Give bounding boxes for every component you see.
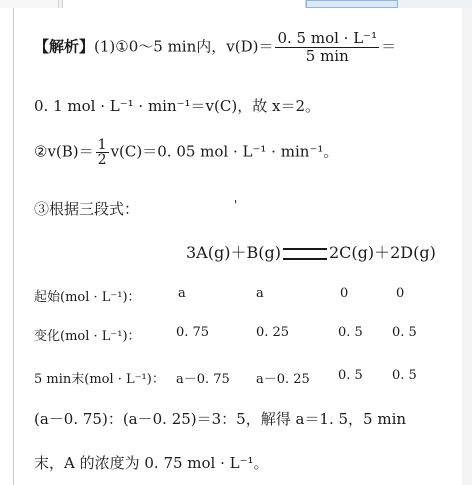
table-row-change <box>34 325 141 344</box>
stray-mark: ' <box>234 198 238 212</box>
equilibrium-arrow-icon <box>283 248 327 260</box>
fraction-denominator: 2 <box>97 152 107 168</box>
reaction-equation <box>186 240 436 263</box>
scrollbar[interactable] <box>462 8 472 485</box>
cell-A: 0. 75 <box>176 325 210 340</box>
table-row-final <box>34 368 165 387</box>
line3-suffix: v(C)＝0. 05 mol · L⁻¹ · min⁻¹。 <box>110 142 339 161</box>
line1-prefix: (1)①0～5 min内，v(D)＝ <box>94 37 274 56</box>
cell-C: 0. 5 <box>338 368 363 383</box>
fraction-numerator: 0. 5 mol · L⁻¹ <box>277 29 378 47</box>
cell-A: a <box>178 286 186 301</box>
tab[interactable] <box>0 0 59 8</box>
solution-line-9: 末，A 的浓度为 0. 75 mol · L⁻¹。 <box>34 454 269 472</box>
tab[interactable] <box>62 0 306 8</box>
cell-D: 0. 5 <box>392 368 417 383</box>
equation-products: 2C(g)＋2D(g) <box>328 243 436 262</box>
cell-B: a <box>256 286 264 301</box>
half-fraction <box>96 138 109 167</box>
cell-B: 0. 25 <box>256 325 290 340</box>
table-row-initial <box>34 286 141 305</box>
rate-fraction <box>275 30 379 65</box>
fraction-numerator: 1 <box>97 137 107 153</box>
cell-D: 0 <box>396 286 405 301</box>
solution-label: 【解析】 <box>34 37 95 56</box>
cell-A: a－0. 75 <box>176 372 230 387</box>
fraction-denominator: 5 min <box>305 47 349 65</box>
solution-line-8: (a－0. 75)：(a－0. 25)＝3：5，解得 a＝1. 5，5 min <box>34 410 407 428</box>
solution-line-4: ③根据三段式： <box>34 200 140 218</box>
equation-reactants: 3A(g)＋B(g) <box>186 243 281 262</box>
solution-line-1 <box>34 30 396 65</box>
cell-D: 0. 5 <box>392 325 417 340</box>
row-label: 起始(mol · L⁻¹)： <box>34 290 141 305</box>
cell-C: 0 <box>340 286 349 301</box>
browser-tab-strip <box>0 0 472 8</box>
active-tab[interactable] <box>306 0 398 8</box>
line1-suffix: ＝ <box>381 37 397 56</box>
line3-prefix: ②v(B)＝ <box>34 142 94 161</box>
cell-B: a－0. 25 <box>256 372 310 387</box>
row-label: 5 min末(mol · L⁻¹)： <box>34 372 165 387</box>
solution-line-3 <box>34 138 338 167</box>
row-label: 变化(mol · L⁻¹)： <box>34 329 141 344</box>
cell-C: 0. 5 <box>338 325 363 340</box>
solution-line-2: 0. 1 mol · L⁻¹ · min⁻¹＝v(C)，故 x＝2。 <box>34 97 320 115</box>
